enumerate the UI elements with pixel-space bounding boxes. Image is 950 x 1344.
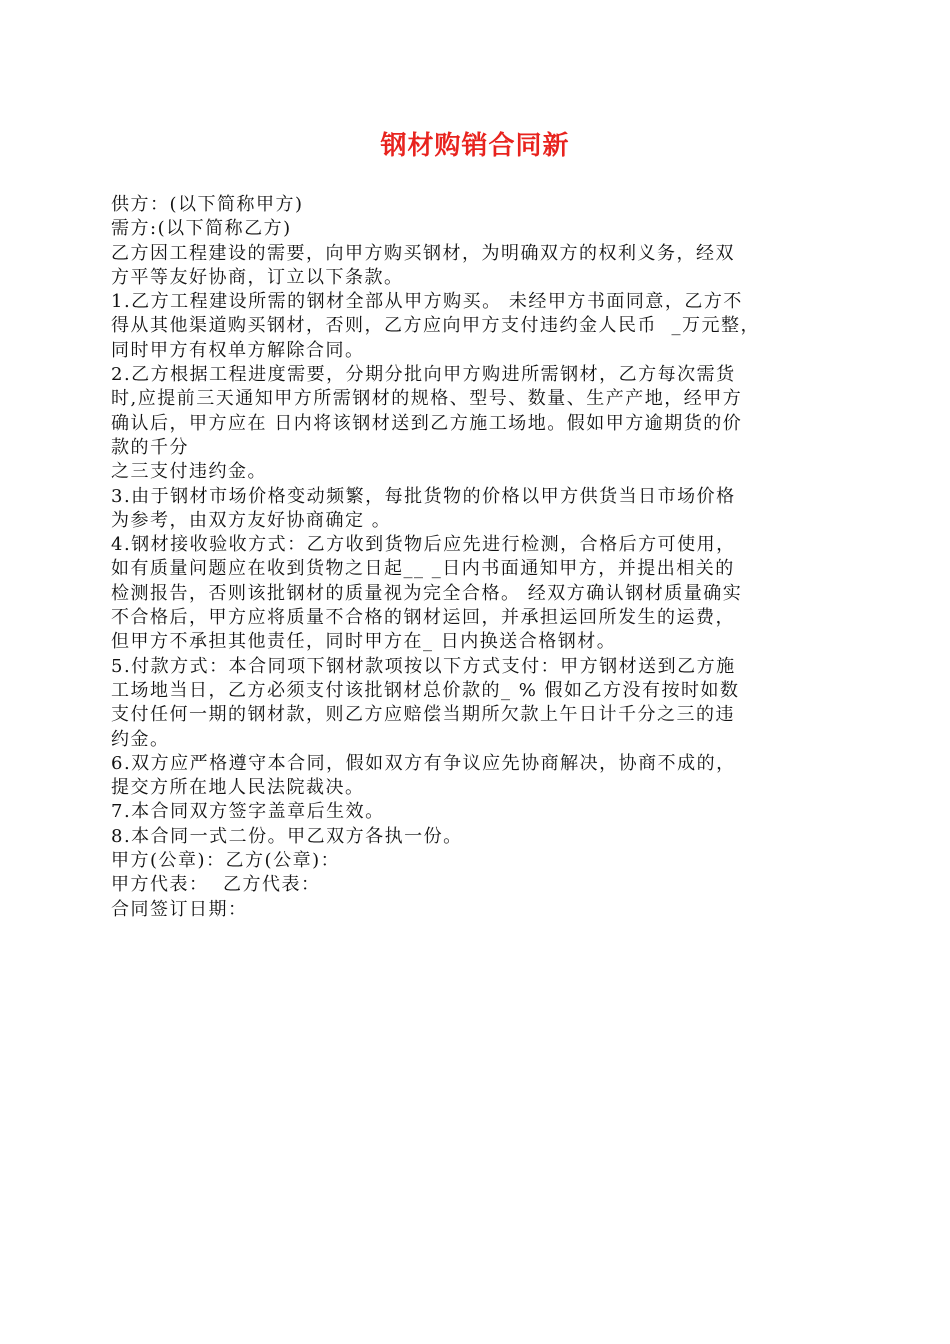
- document-body: [111, 193, 846, 922]
- document-line: 之三支付违约金。: [111, 461, 267, 483]
- document-line: 合同签订日期：: [111, 898, 248, 920]
- document-line: 工场地当日，乙方必须支付该批钢材总价款的_ % 假如乙方没有按时如数: [111, 679, 740, 701]
- document-line: 时,应提前三天通知甲方所需钢材的规格、型号、数量、生产产地，经甲方: [111, 388, 743, 410]
- document-line: 6.双方应严格遵守本合同，假如双方有争议应先协商解决，协商不成的，: [111, 752, 736, 774]
- document-line: 为参考，由双方友好协商确定 。: [111, 509, 392, 531]
- document-line: 2.乙方根据工程进度需要，分期分批向甲方购进所需钢材，乙方每次需货: [111, 364, 736, 386]
- document-title: 钢材购销合同新: [380, 131, 570, 161]
- document-line: 需方:(以下简称乙方): [111, 218, 292, 240]
- document-line: 4.钢材接收验收方式：乙方收到货物后应先进行检测，合格后方可使用，: [111, 534, 736, 556]
- document-line: 3.由于钢材市场价格变动频繁，每批货物的价格以甲方供货当日市场价格: [111, 485, 736, 507]
- document-line: 支付任何一期的钢材款，则乙方应赔偿当期所欠款上午日计千分之三的违: [111, 704, 735, 726]
- document-line: 但甲方不承担其他责任，同时甲方在_ 日内换送合格钢材。: [111, 631, 617, 653]
- document-line: 8.本合同一式二份。甲乙双方各执一份。: [111, 825, 463, 847]
- document-line: 乙方因工程建设的需要，向甲方购买钢材，为明确双方的权利义务，经双: [111, 242, 735, 264]
- document-line: 确认后，甲方应在 日内将该钢材送到乙方施工场地。假如甲方逾期货的价: [111, 412, 743, 434]
- document-line: 1.乙方工程建设所需的钢材全部从甲方购买。 未经甲方书面同意，乙方不: [111, 291, 743, 313]
- document-line: 7.本合同双方签字盖章后生效。: [111, 801, 385, 823]
- document-line: 同时甲方有权单方解除合同。: [111, 339, 365, 361]
- document-line: 提交方所在地人民法院裁决。: [111, 777, 365, 799]
- document-line: 如有质量问题应在收到货物之日起__ _日内书面通知甲方，并提出相关的: [111, 558, 735, 580]
- document-line: 甲方(公章)：乙方(公章)：: [111, 850, 341, 872]
- document-line: 得从其他渠道购买钢材，否则，乙方应向甲方支付违约金人民币 _万元整，: [111, 315, 760, 337]
- document-line: 不合格后，甲方应将质量不合格的钢材运回，并承担运回所发生的运费，: [111, 607, 735, 629]
- document-line: 约金。: [111, 728, 170, 750]
- document-line: 检测报告，否则该批钢材的质量视为完全合格。 经双方确认钢材质量确实: [111, 582, 743, 604]
- document-line: 款的千分: [111, 436, 189, 458]
- document-line: 方平等友好协商，订立以下条款。: [111, 266, 404, 288]
- document-line: 甲方代表： 乙方代表：: [111, 874, 321, 896]
- document-line: 供方：(以下简称甲方): [111, 194, 304, 215]
- document-line: 5.付款方式：本合同项下钢材款项按以下方式支付：甲方钢材送到乙方施: [111, 655, 736, 677]
